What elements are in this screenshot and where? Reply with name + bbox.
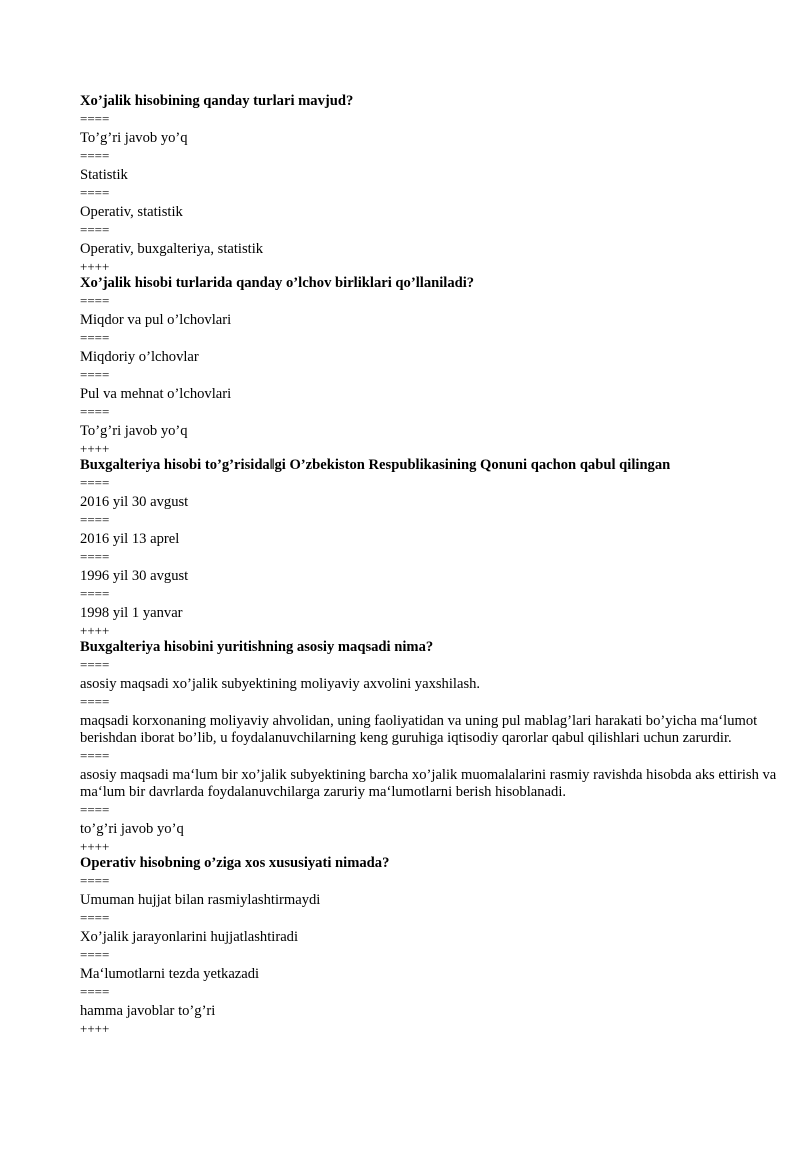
answer-option: to’g’ri javob yo’q <box>80 821 184 837</box>
separator: ==== <box>80 657 110 672</box>
terminator: ++++ <box>80 441 110 456</box>
separator: ==== <box>80 185 110 200</box>
separator: ==== <box>80 694 110 709</box>
terminator: ++++ <box>80 623 110 638</box>
answer-option: 2016 yil 30 avgust <box>80 494 189 510</box>
quiz-document <box>80 92 780 1036</box>
separator: ==== <box>80 367 110 382</box>
answer-option: To’g’ri javob yo’q <box>80 130 188 146</box>
separator: ==== <box>80 910 110 925</box>
separator: ==== <box>80 748 110 763</box>
question-title: Buxgalteriya hisobini yuritishning asosiy maqsadi nima? <box>80 639 434 655</box>
terminator: ++++ <box>80 839 110 854</box>
answer-option: Operativ, buxgalteriya, statistik <box>80 241 264 257</box>
answer-option: asosiy maqsadi ma‘lum bir xo’jalik subyektining barcha xo’jalik muomalalarini rasmiy ravishda hisobda aks ettirish va ma‘lum bir davrlarda foydalanuvchilarga zaruriy ma‘lumotlarni berish hisoblanadi. <box>80 767 777 800</box>
answer-option: Ma‘lumotlarni tezda yetkazadi <box>80 966 260 982</box>
question-title: Buxgalteriya hisobi to’g’risida‖gi O’zbekiston Respublikasining Qonuni qachon qabul qilingan <box>80 457 671 473</box>
question-title: Operativ hisobning o’ziga xos xususiyati nimada? <box>80 855 390 871</box>
separator: ==== <box>80 475 110 490</box>
terminator: ++++ <box>80 1021 110 1036</box>
answer-option: Pul va mehnat o’lchovlari <box>80 386 232 402</box>
answer-option: hamma javoblar to’g’ri <box>80 1003 216 1019</box>
separator: ==== <box>80 222 110 237</box>
answer-option: maqsadi korxonaning moliyaviy ahvolidan, uning faoliyatidan va uning pul mablag’lari harakati bo’yicha ma‘lumot berishdan iborat bo’lib, u foydalanuvchilarning keng guruhiga iqtisodiy qarorlar qabul qilishlari uchun zarurdir. <box>80 713 758 746</box>
separator: ==== <box>80 947 110 962</box>
separator: ==== <box>80 802 110 817</box>
answer-option: 1996 yil 30 avgust <box>80 568 189 584</box>
answer-option: Umuman hujjat bilan rasmiylashtirmaydi <box>80 892 321 908</box>
terminator: ++++ <box>80 259 110 274</box>
separator: ==== <box>80 549 110 564</box>
question-title: Xo’jalik hisobining qanday turlari mavjud? <box>80 93 354 109</box>
answer-option: Miqdoriy o’lchovlar <box>80 349 199 365</box>
answer-option: To’g’ri javob yo’q <box>80 423 188 439</box>
answer-option: Statistik <box>80 167 128 183</box>
answer-option: Operativ, statistik <box>80 204 183 220</box>
separator: ==== <box>80 404 110 419</box>
separator: ==== <box>80 330 110 345</box>
separator: ==== <box>80 512 110 527</box>
question-title: Xo’jalik hisobi turlarida qanday o’lchov birliklari qo’llaniladi? <box>80 275 475 291</box>
answer-option: 1998 yil 1 yanvar <box>80 605 183 621</box>
separator: ==== <box>80 984 110 999</box>
separator: ==== <box>80 111 110 126</box>
separator: ==== <box>80 293 110 308</box>
answer-option: asosiy maqsadi xo’jalik subyektining moliyaviy axvolini yaxshilash. <box>80 676 481 692</box>
separator: ==== <box>80 586 110 601</box>
answer-option: 2016 yil 13 aprel <box>80 531 180 547</box>
separator: ==== <box>80 873 110 888</box>
separator: ==== <box>80 148 110 163</box>
answer-option: Miqdor va pul o’lchovlari <box>80 312 232 328</box>
answer-option: Xo’jalik jarayonlarini hujjatlashtiradi <box>80 929 299 945</box>
